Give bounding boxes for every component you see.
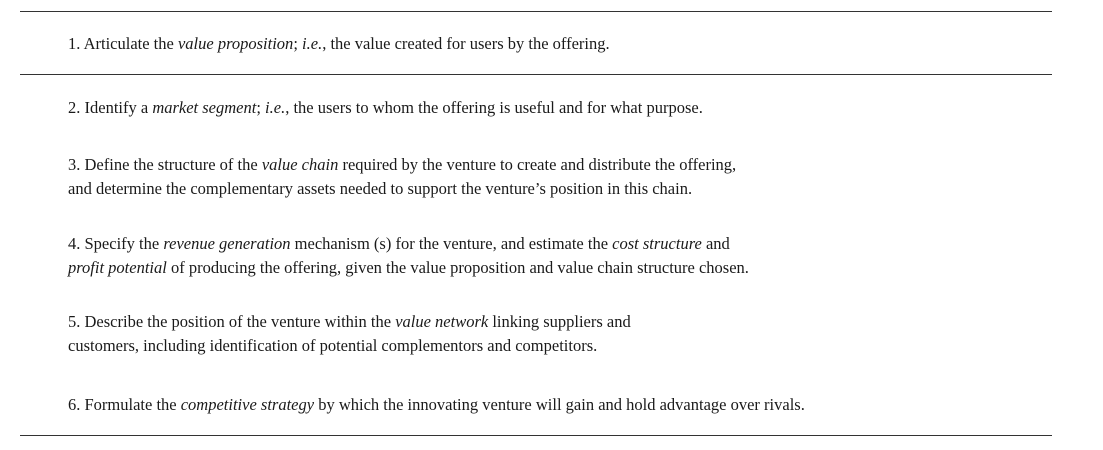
italic-term: cost structure — [612, 234, 702, 253]
text-run: 4. Specify the — [68, 234, 164, 253]
text-line — [68, 177, 1008, 201]
text-run: linking suppliers and — [488, 312, 631, 331]
table-top-rule — [20, 11, 1052, 12]
text-run: 5. Describe the position of the venture within the — [68, 312, 396, 331]
text-run: required by the venture to create and distribute the offering, — [338, 155, 737, 174]
text-run: customers, including identification of potential complementors and competitors. — [68, 336, 598, 355]
italic-term: value proposition — [177, 34, 294, 53]
text-run: and determine the complementary assets needed to support the venture’s position in this chain. — [68, 179, 693, 198]
text-run: , the users to whom the offering is useful and for what purpose. — [285, 98, 703, 117]
text-line — [68, 334, 1008, 358]
text-line — [68, 256, 1008, 280]
italic-term: value chain — [261, 155, 339, 174]
step-4-specify-revenue-generation — [68, 232, 1008, 280]
step-6-formulate-competitive-strategy — [68, 393, 1008, 417]
text-run: 1. Articulate the — [68, 34, 178, 53]
text-run: 3. Define the structure of the — [68, 155, 262, 174]
step-3-define-value-chain — [68, 153, 1008, 201]
italic-term: profit potential — [68, 258, 167, 277]
step-2-identify-market-segment — [68, 96, 1008, 120]
text-line — [68, 96, 1008, 120]
text-run: , the value created for users by the offering. — [322, 34, 610, 53]
italic-term: revenue generation — [163, 234, 291, 253]
italic-term: i.e. — [302, 34, 323, 53]
italic-term: i.e. — [265, 98, 286, 117]
text-line — [68, 310, 1008, 334]
text-run: ; — [293, 34, 303, 53]
italic-term: value network — [395, 312, 489, 331]
italic-term: competitive strategy — [180, 395, 315, 414]
step-5-describe-value-network — [68, 310, 1008, 358]
text-run: and — [701, 234, 730, 253]
header-bottom-rule — [20, 74, 1052, 75]
text-run: 6. Formulate the — [68, 395, 181, 414]
text-run: of producing the offering, given the value proposition and value chain structure chosen. — [166, 258, 749, 277]
text-run: 2. Identify a — [68, 98, 153, 117]
text-line — [68, 153, 1008, 177]
italic-term: market segment — [152, 98, 257, 117]
step-1-articulate-value-proposition — [68, 32, 1008, 56]
text-run: ; — [256, 98, 266, 117]
table-bottom-rule — [20, 435, 1052, 436]
text-run: by which the innovating venture will gain and hold advantage over rivals. — [314, 395, 805, 414]
text-run: mechanism (s) for the venture, and estimate the — [290, 234, 613, 253]
text-line — [68, 232, 1008, 256]
text-line — [68, 393, 1008, 417]
text-line — [68, 32, 1008, 56]
